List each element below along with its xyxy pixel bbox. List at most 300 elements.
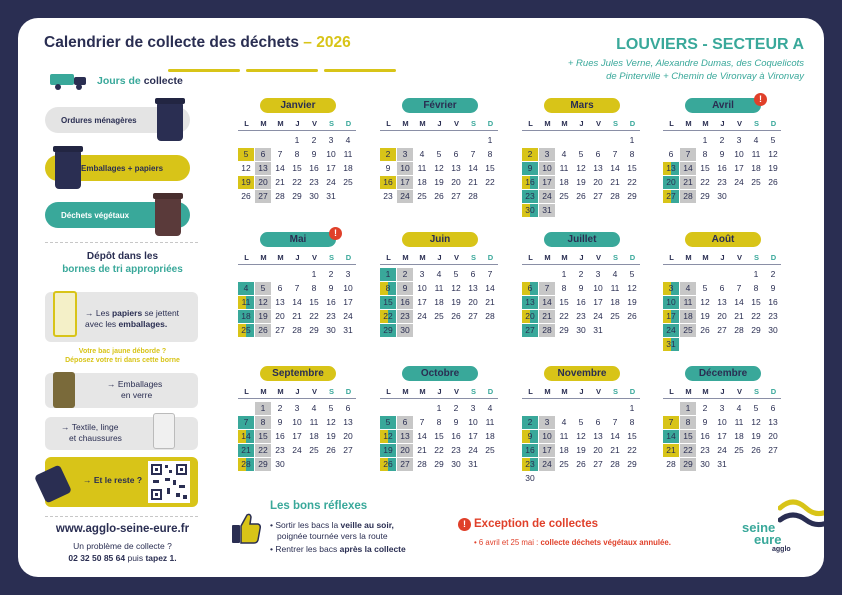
- day-cell: 4: [345, 135, 351, 145]
- glass-container-icon: [53, 372, 75, 408]
- day-cell: 24: [468, 445, 478, 455]
- day-cell: 5: [436, 149, 442, 159]
- day-cell: 21: [485, 297, 495, 307]
- day-cell: 21: [663, 444, 679, 457]
- day-cell: 30: [309, 191, 319, 201]
- day-cell: 30: [768, 325, 778, 335]
- day-cell: 16: [275, 431, 285, 441]
- day-cell: 19: [627, 297, 637, 307]
- weekday-label: V: [736, 119, 742, 128]
- day-cell: 23: [309, 177, 319, 187]
- day-cell: 6: [770, 403, 776, 413]
- day-cell: 24: [417, 311, 427, 321]
- day-cell: 6: [345, 403, 351, 413]
- day-cell: 18: [559, 177, 569, 187]
- day-cell: 21: [292, 311, 302, 321]
- day-cell: 4: [419, 149, 425, 159]
- website-link[interactable]: www.agglo-seine-eure.fr: [55, 523, 190, 535]
- day-cell: 7: [663, 416, 679, 429]
- day-cell: 14: [292, 297, 302, 307]
- day-cell: 27: [768, 445, 778, 455]
- weekday-label: M: [685, 253, 692, 262]
- month-juin: [380, 232, 498, 335]
- day-cell: 11: [343, 149, 353, 159]
- day-cell: 14: [610, 163, 620, 173]
- day-cell: 19: [576, 177, 586, 187]
- day-cell: 28: [680, 190, 696, 203]
- weekday-label: J: [720, 253, 725, 262]
- day-cell: 1: [680, 402, 696, 415]
- day-cell: 26: [627, 311, 637, 321]
- day-cell: 22: [627, 177, 637, 187]
- day-cell: 30: [522, 204, 538, 217]
- day-cell: 16: [717, 163, 727, 173]
- weekday-label: M: [260, 387, 267, 396]
- day-cell: 2: [522, 148, 538, 161]
- day-cell: 12: [255, 296, 271, 309]
- weekday-label: V: [595, 119, 601, 128]
- day-cell: 19: [326, 431, 336, 441]
- weekday-label: S: [328, 387, 334, 396]
- day-cell: 5: [753, 403, 759, 413]
- day-cell: 28: [292, 325, 302, 335]
- day-cell: 20: [343, 431, 353, 441]
- day-cell: 2: [311, 135, 317, 145]
- day-cell: 15: [485, 163, 495, 173]
- weekday-label: J: [720, 387, 725, 396]
- day-cell: 8: [255, 416, 271, 429]
- day-cell: 16: [522, 444, 538, 457]
- day-cell: 23: [522, 458, 538, 471]
- day-cell: 31: [539, 204, 555, 217]
- day-cell: 4: [680, 282, 696, 295]
- day-cell: 2: [328, 269, 334, 279]
- weekday-label: V: [453, 387, 459, 396]
- day-cell: 19: [451, 297, 461, 307]
- day-cell: 6: [277, 283, 283, 293]
- alert-icon: !: [329, 227, 342, 240]
- day-cell: 2: [397, 268, 413, 281]
- day-cell: 25: [434, 311, 444, 321]
- day-cell: 5: [380, 416, 396, 429]
- day-cell: 28: [610, 191, 620, 201]
- reflexe-2: • Rentrer les bacs après la collecte: [270, 544, 406, 554]
- day-cell: 3: [539, 148, 555, 161]
- day-cell: 31: [468, 459, 478, 469]
- day-cell: 29: [380, 324, 396, 337]
- day-cell: 9: [311, 149, 317, 159]
- day-cell: 15: [380, 296, 396, 309]
- day-cell: 1: [753, 269, 759, 279]
- day-cell: 10: [539, 162, 555, 175]
- day-cell: 26: [576, 459, 586, 469]
- day-cell: 7: [487, 269, 493, 279]
- legend-vegetaux: Déchets végétaux: [45, 202, 190, 228]
- day-cell: 25: [751, 177, 761, 187]
- day-cell: 4: [487, 403, 493, 413]
- day-cell: 7: [736, 283, 742, 293]
- day-cell: 1: [629, 135, 635, 145]
- day-cell: 9: [453, 417, 459, 427]
- day-cell: 22: [680, 444, 696, 457]
- day-cell: 28: [666, 459, 676, 469]
- thumbs-up-icon: [230, 511, 262, 545]
- day-cell: 25: [417, 191, 427, 201]
- day-cell: 27: [522, 324, 538, 337]
- day-cell: 21: [610, 445, 620, 455]
- day-cell: 19: [751, 431, 761, 441]
- contact-info: Un problème de collecte ? 02 32 50 85 64 puis tapez 1.: [68, 541, 177, 563]
- day-cell: 13: [275, 297, 285, 307]
- day-cell: 18: [309, 431, 319, 441]
- day-cell: 11: [434, 283, 444, 293]
- weekday-label: M: [419, 119, 426, 128]
- day-cell: 30: [397, 324, 413, 337]
- day-cell: 13: [768, 417, 778, 427]
- day-cell: 3: [595, 269, 601, 279]
- title-underline: [168, 59, 428, 62]
- day-cell: 27: [468, 311, 478, 321]
- day-cell: 12: [751, 417, 761, 427]
- day-cell: 13: [451, 163, 461, 173]
- day-cell: 9: [770, 283, 776, 293]
- weekday-label: S: [753, 387, 759, 396]
- day-cell: 3: [470, 403, 476, 413]
- month-name: Mai: [260, 232, 336, 247]
- weekday-label: S: [753, 253, 759, 262]
- weekday-label: D: [345, 387, 352, 396]
- day-cell: 2: [719, 135, 725, 145]
- day-cell: 7: [277, 149, 283, 159]
- month-name: Mars: [544, 98, 620, 113]
- day-cell: 18: [417, 177, 427, 187]
- day-cell: 10: [734, 149, 744, 159]
- weekday-label: V: [736, 253, 742, 262]
- day-cell: 21: [238, 444, 254, 457]
- day-cell: 27: [717, 325, 727, 335]
- day-cell: 26: [326, 445, 336, 455]
- month-juillet: [522, 232, 640, 335]
- weekday-label: L: [528, 253, 533, 262]
- day-cell: 1: [629, 403, 635, 413]
- day-cell: 29: [751, 325, 761, 335]
- month-décembre: [663, 366, 781, 469]
- day-cell: 18: [238, 310, 254, 323]
- day-cell: 16: [700, 431, 710, 441]
- day-cell: 27: [397, 458, 413, 471]
- day-cell: 14: [485, 283, 495, 293]
- day-cell: 21: [417, 445, 427, 455]
- day-cell: 11: [559, 431, 569, 441]
- day-cell: 10: [326, 149, 336, 159]
- day-cell: 3: [736, 135, 742, 145]
- weekday-label: J: [437, 253, 442, 262]
- day-cell: 30: [700, 459, 710, 469]
- day-cell: 6: [522, 282, 538, 295]
- weekday-label: V: [453, 253, 459, 262]
- day-cell: 10: [397, 162, 413, 175]
- day-cell: 5: [453, 269, 459, 279]
- day-cell: 9: [277, 417, 283, 427]
- day-cell: 10: [292, 417, 302, 427]
- day-cell: 29: [309, 325, 319, 335]
- day-cell: 9: [328, 283, 334, 293]
- weekday-label: M: [260, 119, 267, 128]
- weekday-label: M: [544, 253, 551, 262]
- day-cell: 15: [434, 431, 444, 441]
- day-cell: 10: [663, 296, 679, 309]
- weekday-label: M: [702, 119, 709, 128]
- day-cell: 30: [326, 325, 336, 335]
- month-name: Juillet: [544, 232, 620, 247]
- weekday-label: M: [402, 119, 409, 128]
- alert-icon: !: [754, 93, 767, 106]
- day-cell: 25: [680, 324, 696, 337]
- day-cell: 25: [559, 191, 569, 201]
- day-cell: 27: [343, 445, 353, 455]
- day-cell: 8: [629, 149, 635, 159]
- day-cell: 4: [238, 282, 254, 295]
- day-cell: 8: [561, 283, 567, 293]
- day-cell: 10: [593, 283, 603, 293]
- day-cell: 6: [668, 149, 674, 159]
- weekday-label: S: [470, 119, 476, 128]
- day-cell: 23: [768, 311, 778, 321]
- day-cell: 4: [736, 403, 742, 413]
- month-janvier: [238, 98, 356, 201]
- collection-days-heading: Jours de collecte: [97, 75, 183, 87]
- day-cell: 22: [485, 177, 495, 187]
- day-cell: 1: [436, 403, 442, 413]
- day-cell: 12: [700, 297, 710, 307]
- weekday-label: M: [402, 387, 409, 396]
- month-octobre: [380, 366, 498, 469]
- day-cell: 2: [522, 416, 538, 429]
- month-name: Décembre: [685, 366, 761, 381]
- day-cell: 5: [238, 148, 254, 161]
- day-cell: 7: [419, 417, 425, 427]
- weekday-label: M: [561, 253, 568, 262]
- weekday-label: V: [736, 387, 742, 396]
- day-cell: 11: [559, 163, 569, 173]
- day-cell: 23: [397, 310, 413, 323]
- day-cell: 13: [397, 430, 413, 443]
- day-cell: 28: [468, 191, 478, 201]
- day-cell: 19: [238, 176, 254, 189]
- day-cell: 13: [663, 162, 679, 175]
- day-cell: 13: [343, 417, 353, 427]
- day-cell: 17: [717, 431, 727, 441]
- day-cell: 27: [275, 325, 285, 335]
- weekday-label: L: [528, 387, 533, 396]
- day-cell: 16: [397, 296, 413, 309]
- day-cell: 26: [768, 177, 778, 187]
- weekday-label: V: [453, 119, 459, 128]
- weekday-label: J: [579, 119, 584, 128]
- day-cell: 18: [485, 431, 495, 441]
- weekday-label: D: [487, 119, 494, 128]
- day-cell: 8: [311, 283, 317, 293]
- day-cell: 30: [525, 473, 535, 483]
- weekday-label: M: [685, 119, 692, 128]
- day-cell: 15: [751, 297, 761, 307]
- day-cell: 13: [593, 163, 603, 173]
- day-cell: 28: [734, 325, 744, 335]
- qr-code-icon[interactable]: [148, 461, 190, 503]
- day-cell: 7: [612, 417, 618, 427]
- day-cell: 14: [238, 430, 254, 443]
- day-cell: 23: [383, 191, 393, 201]
- day-cell: 1: [311, 269, 317, 279]
- day-cell: 22: [380, 310, 396, 323]
- day-cell: 26: [241, 191, 251, 201]
- day-cell: 28: [275, 191, 285, 201]
- day-cell: 20: [397, 444, 413, 457]
- day-cell: 12: [451, 283, 461, 293]
- day-cell: 7: [294, 283, 300, 293]
- day-cell: 20: [593, 445, 603, 455]
- day-cell: 23: [700, 445, 710, 455]
- day-cell: 3: [663, 282, 679, 295]
- day-cell: 24: [663, 324, 679, 337]
- month-name: Octobre: [402, 366, 478, 381]
- month-février: [380, 98, 498, 201]
- day-cell: 16: [768, 297, 778, 307]
- weekday-label: S: [753, 119, 759, 128]
- day-cell: 20: [451, 177, 461, 187]
- day-cell: 13: [717, 297, 727, 307]
- weekday-label: M: [277, 119, 284, 128]
- weekday-label: M: [702, 253, 709, 262]
- weekday-label: J: [295, 387, 300, 396]
- day-cell: 26: [576, 191, 586, 201]
- day-cell: 11: [680, 296, 696, 309]
- day-cell: 8: [487, 149, 493, 159]
- day-cell: 6: [595, 417, 601, 427]
- day-cell: 16: [451, 431, 461, 441]
- day-cell: 6: [255, 148, 271, 161]
- month-name: Janvier: [260, 98, 336, 113]
- day-cell: 17: [539, 444, 555, 457]
- day-cell: 7: [539, 282, 555, 295]
- day-cell: 31: [593, 325, 603, 335]
- alert-icon: !: [458, 518, 471, 531]
- month-name: Novembre: [544, 366, 620, 381]
- day-cell: 14: [468, 163, 478, 173]
- day-cell: 1: [702, 135, 708, 145]
- exception-text: • 6 avril et 25 mai : collecte déchets végétaux annulée.: [474, 538, 671, 547]
- day-cell: 26: [255, 324, 271, 337]
- day-cell: 10: [539, 430, 555, 443]
- phone-icon: [34, 464, 72, 503]
- day-cell: 8: [380, 282, 396, 295]
- weekday-label: M: [702, 387, 709, 396]
- day-cell: 1: [294, 135, 300, 145]
- weekday-label: M: [260, 253, 267, 262]
- day-cell: 22: [434, 445, 444, 455]
- day-cell: 8: [294, 149, 300, 159]
- day-cell: 12: [768, 149, 778, 159]
- month-name: Septembre: [260, 366, 336, 381]
- day-cell: 17: [593, 297, 603, 307]
- day-cell: 15: [559, 297, 569, 307]
- day-cell: 25: [734, 445, 744, 455]
- day-cell: 15: [627, 431, 637, 441]
- day-cell: 18: [343, 163, 353, 173]
- day-cell: 24: [539, 190, 555, 203]
- weekday-label: M: [685, 387, 692, 396]
- day-cell: 27: [663, 190, 679, 203]
- day-cell: 15: [700, 163, 710, 173]
- day-cell: 5: [770, 135, 776, 145]
- day-cell: 6: [470, 269, 476, 279]
- day-cell: 12: [576, 431, 586, 441]
- day-cell: 14: [663, 430, 679, 443]
- day-cell: 2: [578, 269, 584, 279]
- weekday-label: J: [437, 387, 442, 396]
- day-cell: 22: [292, 177, 302, 187]
- day-cell: 5: [629, 269, 635, 279]
- day-cell: 18: [434, 297, 444, 307]
- day-cell: 29: [627, 191, 637, 201]
- weekday-label: D: [770, 253, 777, 262]
- day-cell: 24: [539, 458, 555, 471]
- day-cell: 22: [751, 311, 761, 321]
- day-cell: 23: [522, 190, 538, 203]
- day-cell: 15: [627, 163, 637, 173]
- day-cell: 9: [522, 430, 538, 443]
- day-cell: 29: [255, 458, 271, 471]
- day-cell: 26: [380, 458, 396, 471]
- day-cell: 24: [734, 177, 744, 187]
- month-mai: [238, 228, 356, 335]
- weekday-label: V: [311, 253, 317, 262]
- day-cell: 1: [487, 135, 493, 145]
- day-cell: 7: [680, 148, 696, 161]
- weekday-label: L: [669, 119, 674, 128]
- weekday-label: D: [345, 119, 352, 128]
- day-cell: 12: [627, 283, 637, 293]
- day-cell: 29: [700, 191, 710, 201]
- day-cell: 7: [238, 416, 254, 429]
- day-cell: 26: [700, 325, 710, 335]
- day-cell: 26: [434, 191, 444, 201]
- month-mars: [522, 98, 640, 215]
- day-cell: 30: [451, 459, 461, 469]
- day-cell: 6: [397, 416, 413, 429]
- day-cell: 27: [593, 459, 603, 469]
- weekday-label: V: [311, 387, 317, 396]
- day-cell: 28: [485, 311, 495, 321]
- seine-eure-logo: seine eure agglo: [742, 520, 791, 553]
- day-cell: 21: [680, 176, 696, 189]
- weekday-label: L: [669, 253, 674, 262]
- weekday-label: D: [770, 119, 777, 128]
- day-cell: 10: [717, 417, 727, 427]
- day-cell: 5: [328, 403, 334, 413]
- day-cell: 22: [255, 444, 271, 457]
- day-cell: 17: [539, 176, 555, 189]
- calendar-page: [18, 18, 824, 577]
- day-cell: 19: [380, 444, 396, 457]
- weekday-label: J: [579, 253, 584, 262]
- day-cell: 1: [380, 268, 396, 281]
- weekday-label: L: [669, 387, 674, 396]
- day-cell: 20: [468, 297, 478, 307]
- city-sector: LOUVIERS - SECTEUR A: [616, 36, 804, 53]
- day-cell: 9: [719, 149, 725, 159]
- weekday-label: M: [402, 253, 409, 262]
